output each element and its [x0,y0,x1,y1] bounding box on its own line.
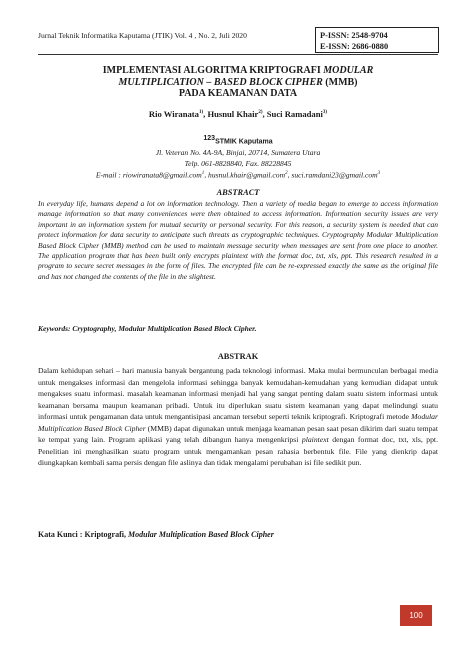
abstrak-heading: ABSTRAK [217,352,259,361]
kata-kunci [38,530,438,539]
abstrak-italic-text: plaintext [301,435,329,444]
email-sup: 2 [285,171,288,177]
keywords-label: Keywords: [38,324,71,333]
author-name: Suci Ramadani [266,109,323,119]
kata-kunci-label: Kata Kunci : Kriptografi, [38,530,128,539]
abstract-body: In everyday life, humans depend a lot on information technology. Then a variety of media began to emerge to access information manage information so that many conveniences were then obtained to access information. Information security issues are very important in an information system for mutual security or personal security. For this reason, a security system is needed that can protect information for data security to anticipate such threats as cryptographic techniques. Cryptography Modular Multiplication Based Block Cipher (MMB) method can be used to maintain message security when messages are sent from one place to another. The application program that has been built only encrypts plaintext with the format doc, txt, xls, ppt. This research resulted in a program to secure secret messages in the form of files. The encrypted file can be re-expressed exactly the same as the original file and has not changed the contents of the file in the slightest. [38,199,438,281]
abstrak-text: Dalam kehidupan sehari – hari manusia banyak bergantung pada teknologi informasi. Maka mulai bermunculan berbagai media untuk mengakses informasi dan mengelola informasi sehingga banyak kemudahan-kemudahan yang kemudian didapat untuk mengakses suatu informasi. masalah keamanan informasi menjadi hal yang sangat penting dalam suatu sistem informasi untuk keamanan bersama maupun keamanan pribadi. Untuk itu diperlukan suatu sistem keamanan yang dapat melindungi suatu informasi untuk pengamanan data untuk mengantisipasi ancaman tersebut seperti teknik kriptografi. Kriptografi metode [38,366,438,421]
email-label: E-mail : [95,170,123,180]
pissn: P-ISSN: 2548-9704 [320,31,388,40]
email-sup: 3 [377,171,381,177]
author-name: Husnul Khair [207,109,259,119]
abstrak-text: dengan format doc, txt, xls, ppt. Penelitian ini menghasilkan suatu program untuk mengamankan pesan rahasia berbentuk file. File yang dienkrip dapat diungkapkan kembali sama persis dengan file aslinya dan tidak mengalami perubahan isi file sedikit pun. [38,435,438,467]
eissn: E-ISSN: 2686-0880 [320,42,389,51]
issn-box [315,27,439,53]
header-divider [38,54,438,55]
title-italic-text: MODULAR [323,65,374,76]
author-sup: 2) [258,110,263,116]
title-text: IMPLEMENTASI ALGORITMA KRIPTOGRAFI [102,65,324,76]
paper-title [38,65,438,100]
author-list: Rio Wiranata$^{1)}$, Husnul Khair$^{2)}$, Suci Ramadani$^{3)}$ [148,109,328,119]
keywords [38,324,438,333]
keywords-value: Cryptography, Modular Multiplication Based Block Cipher. [70,324,257,333]
phone-fax: Telp. 061-8828840, Fax. 88228845 [184,158,292,168]
email-link[interactable]: suci.ramdani23@gmail.com [291,170,378,180]
page-number-badge: 100 [400,605,432,626]
author-sup: 3) [322,110,328,116]
email-link[interactable]: riowiranata8@gmail.com [122,170,202,180]
address: Jl. Veteran No. 4A-9A, Binjai, 20714, Sumatera Utara [155,148,321,158]
institution [38,134,438,148]
title-line-1 [38,65,438,77]
abstrak-italic-text: Modular Multiplication Based Block Cipher [38,412,438,433]
journal-header: Jurnal Teknik Informatika Kaputama (JTIK) Vol. 4 , No. 2, Juli 2020 [38,31,247,40]
author-sup: 1) [198,110,204,116]
email-line: E-mail : riowiranata8@gmail.com$^1$, husnul.khair@gmail.com$^2$, suci.ramdani23@gmail.com$^3$ [95,170,381,180]
title-line-3: PADA KEAMANAN DATA [178,88,298,99]
institution-name: STMIK Kaputama [215,138,273,146]
abstrak-body [38,365,438,469]
title-italic-text: MULTIPLICATION – BASED BLOCK CIPHER [118,76,323,88]
author-name: Rio Wiranata [148,109,199,119]
kata-kunci-value: Modular Multiplication Based Block Cipher [128,530,274,539]
institution-sup: 123 [203,135,216,142]
title-line-2 [38,77,438,89]
title-text: (MMB) [322,76,358,88]
email-link[interactable]: husnul.khair@gmail.com [208,170,286,180]
abstract-heading: ABSTRACT [216,188,260,197]
affiliation [38,134,438,181]
abstrak-text: (MMB) dapat digunakan untuk menjaga keamanan pesan saat pesan dikirim dari suatu tempat ke tempat yang lain. Program aplikasi yang telah dibangun hanya mengenkripsi [38,423,438,444]
email-sup: 1 [201,171,205,177]
